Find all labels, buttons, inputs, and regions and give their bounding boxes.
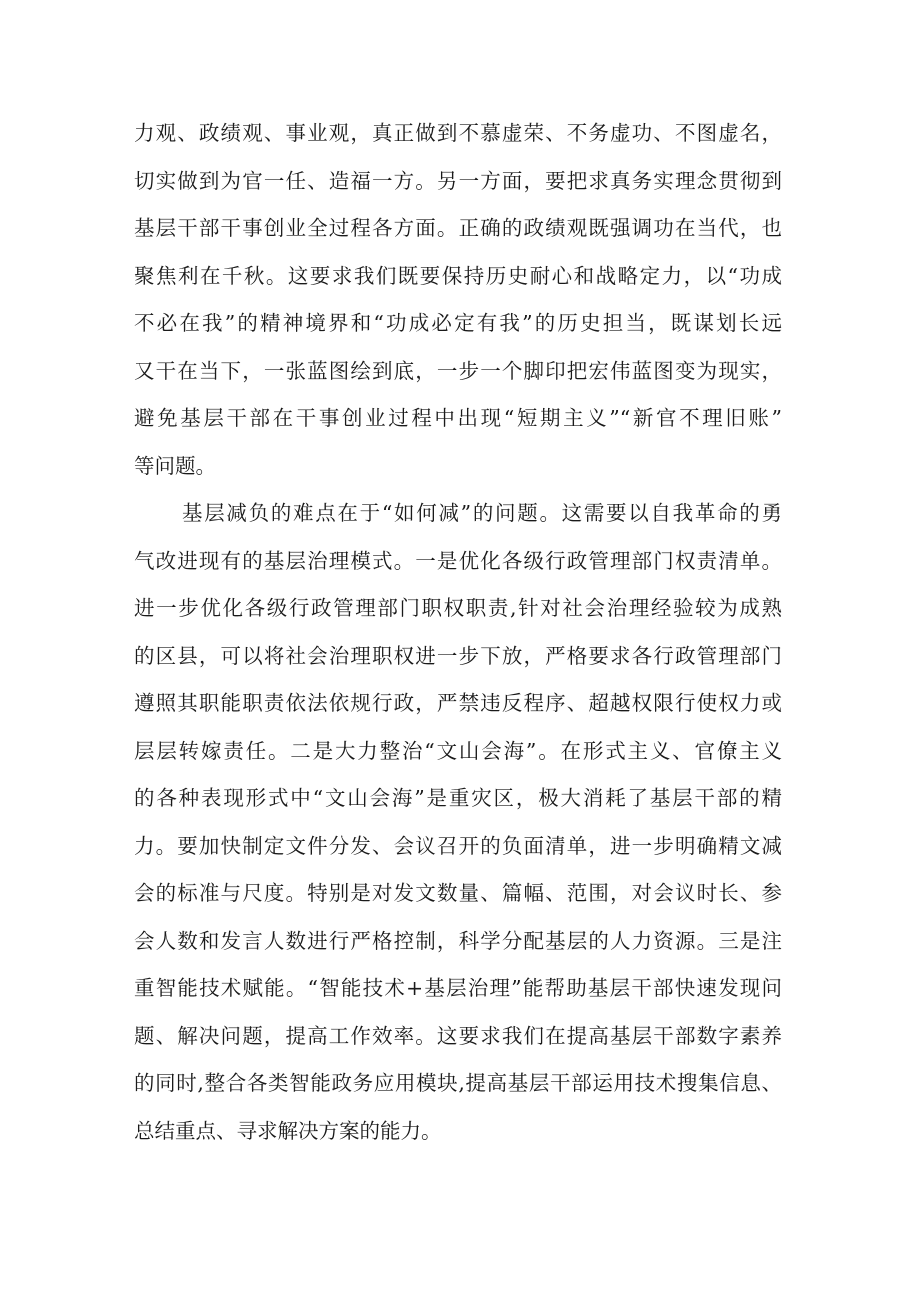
text-line: 进一步优化各级行政管理部门职权职责,针对社会治理经验较为成熟 [134,596,782,620]
body-text [134,110,794,1155]
text-line: 重智能技术赋能。“智能技术+基层治理”能帮助基层干部快速发现问 [134,976,782,1000]
text-line: 避免基层干部在干事创业过程中出现“短期主义”“新官不理旧账” [134,406,782,430]
text-line: 总结重点、寻求解决方案的能力。 [134,1118,442,1143]
text-line: 力。要加快制定文件分发、会议召开的负面清单，进一步明确精文减 [134,833,782,858]
text-line: 层层转嫁责任。二是大力整治“文山会海”。在形式主义、官僚主义 [134,738,782,763]
text-line: 的各种表现形式中“文山会海”是重灾区，极大消耗了基层干部的精 [134,786,782,810]
text-line: 会的标准与尺度。特别是对发文数量、篇幅、范围，对会议时长、参 [134,881,782,905]
text-line: 气改进现有的基层治理模式。一是优化各级行政管理部门权责清单。 [134,548,782,573]
text-line: 遵照其职能职责依法依规行政，严禁违反程序、超越权限行使权力或 [134,691,782,715]
text-line: 会人数和发言人数进行严格控制，科学分配基层的人力资源。三是注 [134,928,782,953]
paragraph-2 [134,490,794,1155]
text-line: 基层减负的难点在于“如何减”的问题。这需要以自我革命的勇 [182,501,782,525]
text-line: 又干在当下，一张蓝图绘到底，一步一个脚印把宏伟蓝图变为现实， [134,358,782,383]
text-line: 基层干部干事创业全过程各方面。正确的政绩观既强调功在当代，也 [134,216,782,240]
text-line: 等问题。 [134,453,216,478]
text-line: 题、解决问题，提高工作效率。这要求我们在提高基层干部数字素养 [134,1023,782,1048]
text-line: 的同时,整合各类智能政务应用模块,提高基层干部运用技术搜集信息、 [134,1071,782,1095]
text-line: 的区县，可以将社会治理职权进一步下放，严格要求各行政管理部门 [134,643,782,668]
text-line: 切实做到为官一任、造福一方。另一方面，要把求真务实理念贯彻到 [134,168,782,193]
paragraph-1 [134,110,794,490]
text-line: 聚焦利在千秋。这要求我们既要保持历史耐心和战略定力，以“功成 [134,263,782,288]
text-line: 力观、政绩观、事业观，真正做到不慕虚荣、不务虚功、不图虚名， [134,121,782,145]
text-line: 不必在我”的精神境界和“功成必定有我”的历史担当，既谋划长远 [134,311,782,335]
